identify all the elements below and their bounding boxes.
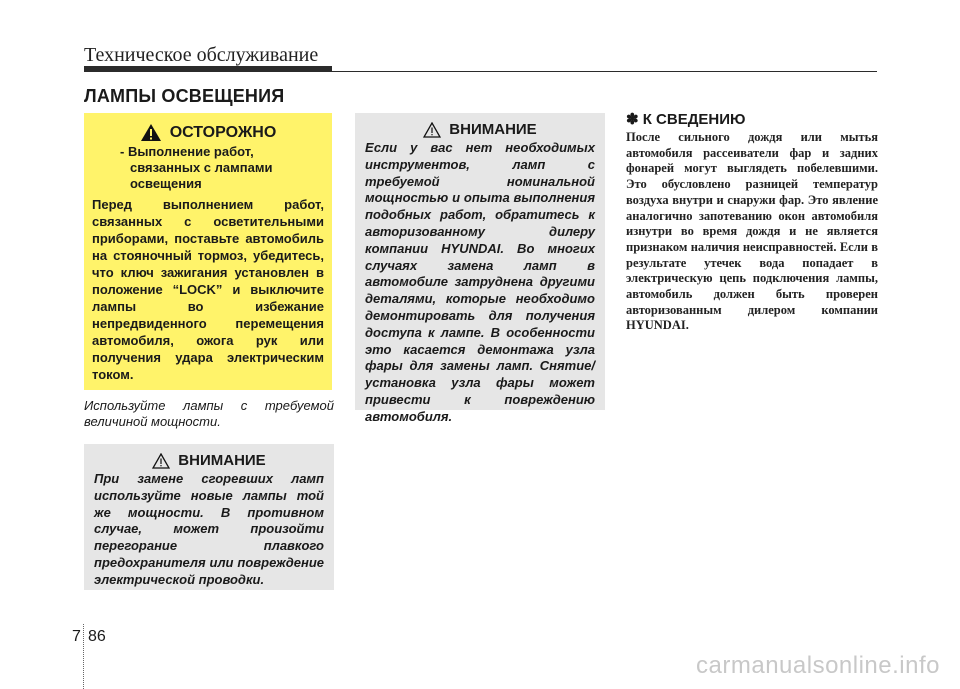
caution-title: ОСТОРОЖНО: [169, 123, 277, 141]
notice-box-middle: [355, 113, 605, 424]
header-rule-thick: [84, 66, 332, 72]
caution-body: Перед выполнением работ, связанных с осветительными приборами, поставьте автомобиль на стояночный тормоз, убедитесь, что ключ зажигания установлен в положение “LOCK” и выключите лампы во избежание непредвиденного перемещения автомобиля, ожога рук или получения удара электрическим током.: [92, 197, 324, 382]
section-heading: ЛАМПЫ ОСВЕЩЕНИЯ: [84, 86, 285, 106]
info-body: После сильного дождя или мытья автомобиля рассеиватели фар и задних фонарей могут выглядеть побелевшими. Это обусловлено разницей температур воздуха внутри и снаружи фар. Это явление аналогично запотеванию окон автомобиля изнутри во время дождя и не является признаком наличия неисправностей. Если в результате утечек вода попадает в электрическую цепь подключения лампы, автомобиль должен быть проверен авторизованным дилером компании HYUNDAI.: [626, 130, 878, 333]
page-number: 86: [88, 628, 106, 645]
header-rule-thin: [332, 71, 877, 72]
notice-mid-body: Если у вас нет необходимых инструментов, ламп с требуемой номинальной мощностью и опыта выполнения подобных работ, обратитесь к авторизованному дилеру компании HYUNDAI. Во многих случаях замена ламп в автомобиле затруднена другими деталями, которые необходимо демонтировать для получения доступа к лампе. В особенности это касается демонтажа узла фары для замены ламп. Снятие/установка узла фары может привести к повреждению автомобиля.: [365, 140, 595, 424]
chapter-number: 7: [72, 628, 81, 645]
warning-triangle-outline-icon: [423, 122, 441, 138]
watermark: carmanualsonline.info: [696, 652, 940, 679]
notice-left-title: ВНИМАНИЕ: [178, 452, 266, 469]
figure-caption: Используйте лампы с требуемой величиной мощности.: [84, 398, 334, 429]
info-title: ✽ К СВЕДЕНИЮ: [626, 111, 746, 128]
warning-triangle-icon: [140, 123, 162, 142]
caution-subtitle: - Выполнение работ, связанных с лампами освещения: [120, 144, 273, 191]
warning-triangle-outline-icon: [152, 453, 170, 469]
page-header-title: Техническое обслуживание: [84, 44, 319, 66]
caution-header: [92, 123, 324, 142]
notice-mid-header: [365, 121, 595, 138]
notice-box-left: [84, 444, 334, 590]
notice-left-body: При замене сгоревших ламп используйте новые лампы той же мощности. В противном случае, может произойти перегорание плавкого предохранителя или повреждение электрической проводки.: [94, 471, 324, 587]
notice-left-header: [94, 452, 324, 469]
page-footer-divider: [83, 624, 84, 689]
caution-box: [84, 113, 332, 390]
notice-mid-title: ВНИМАНИЕ: [449, 121, 537, 138]
